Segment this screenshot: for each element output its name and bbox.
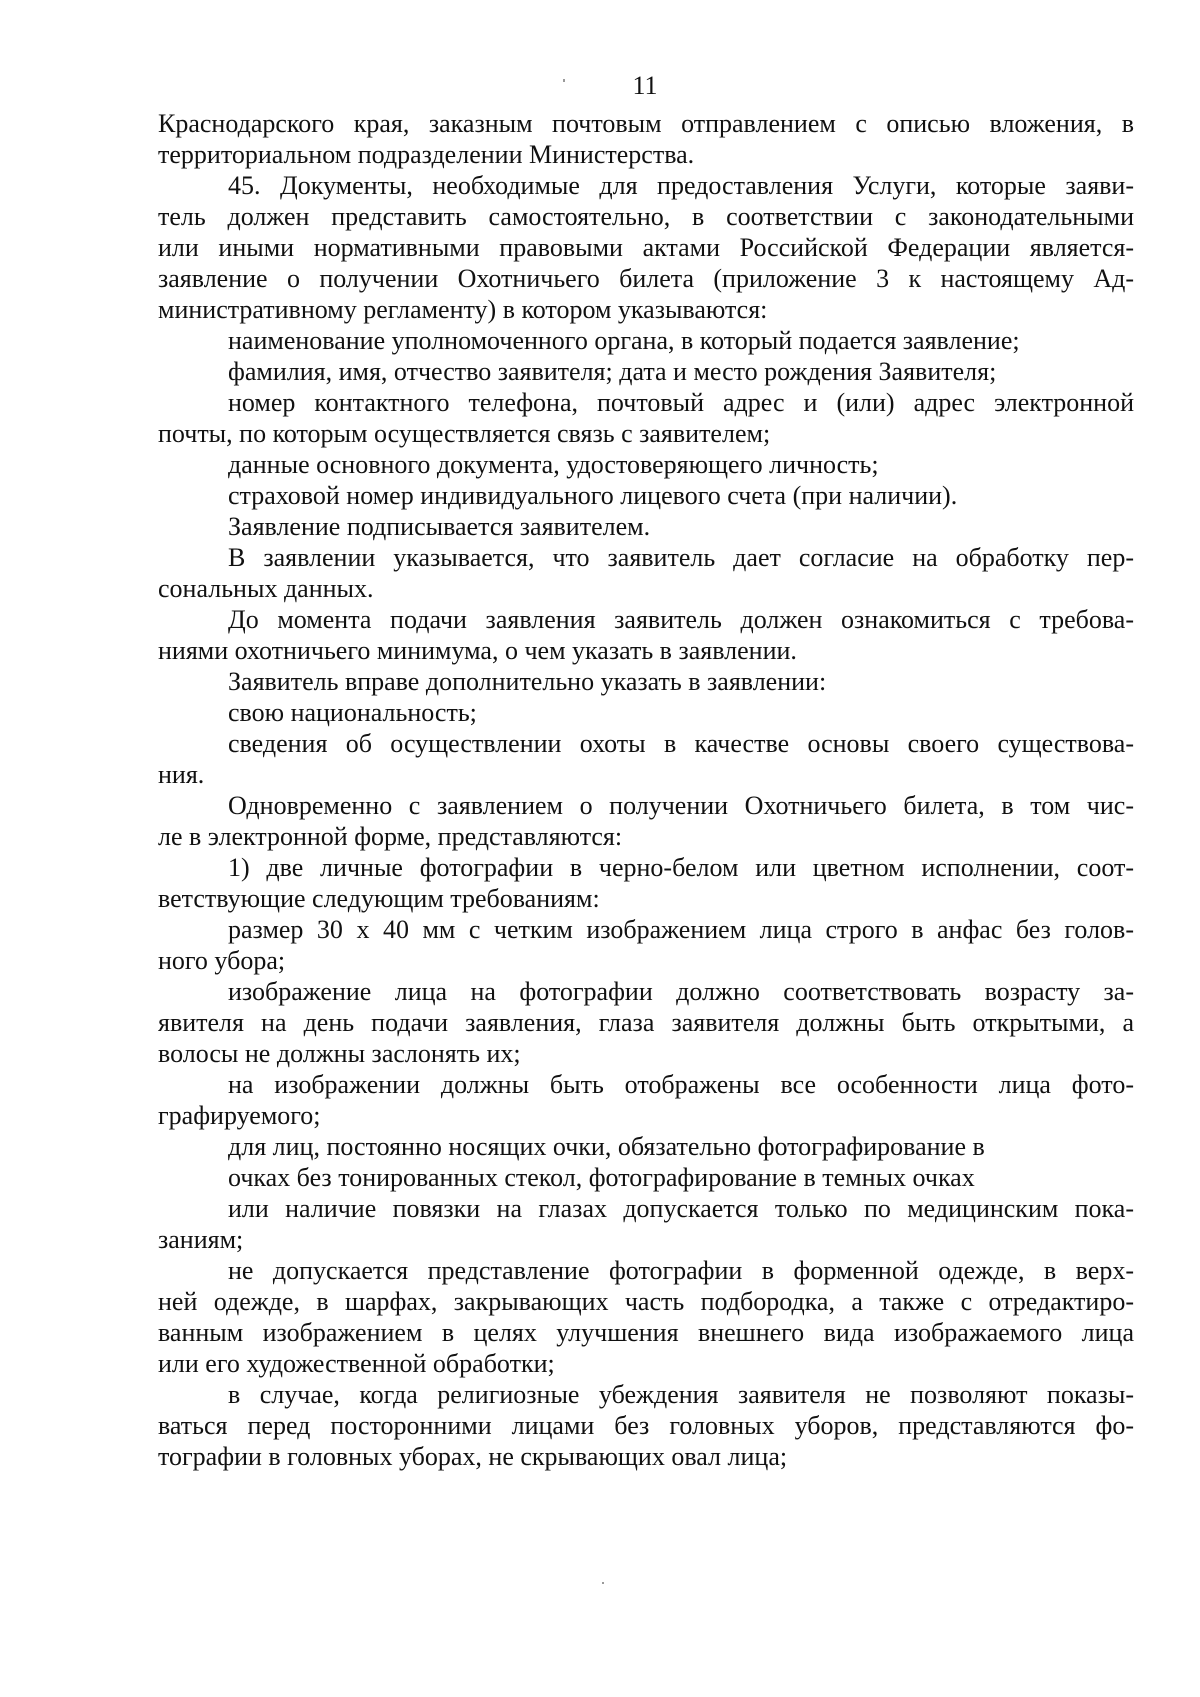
text-line: на изображении должны быть отображены все особенности лица фото- — [228, 1070, 1134, 1099]
text-line: почты, по которым осуществляется связь с заявителем; — [158, 419, 771, 448]
text-line: Заявление подписывается заявителем. — [228, 512, 651, 541]
text-line: очках без тонированных стекол, фотографирование в темных очках — [228, 1163, 975, 1192]
text-line: ванным изображением в целях улучшения внешнего вида изображаемого лица — [158, 1318, 1134, 1347]
page-number: 11 — [632, 71, 658, 100]
text-line: ваться перед посторонними лицами без головных уборов, представляются фо- — [158, 1411, 1134, 1440]
scan-speck — [602, 1582, 604, 1584]
text-line: или его художественной обработки; — [158, 1349, 555, 1378]
text-line: ветствующие следующим требованиям: — [158, 884, 600, 913]
text-line: Заявитель вправе дополнительно указать в заявлении: — [228, 667, 827, 696]
text-line: ле в электронной форме, представляются: — [158, 822, 623, 851]
text-line: сведения об осуществлении охоты в качестве основы своего существова- — [228, 729, 1134, 758]
text-line: свою национальность; — [228, 698, 477, 727]
text-line: ней одежде, в шарфах, закрывающих часть подбородка, а также с отредактиро- — [158, 1287, 1134, 1316]
text-line: Краснодарского края, заказным почтовым отправлением с описью вложения, в — [158, 109, 1134, 138]
text-line: заявление о получении Охотничьего билета (приложение 3 к настоящему Ад- — [158, 264, 1134, 293]
text-line: графируемого; — [158, 1101, 321, 1130]
text-line: ния. — [158, 760, 205, 789]
text-line: номер контактного телефона, почтовый адрес и (или) адрес электронной — [228, 388, 1134, 417]
text-line: заниям; — [158, 1225, 244, 1254]
text-line: В заявлении указывается, что заявитель дает согласие на обработку пер- — [228, 543, 1134, 572]
scan-speck — [563, 79, 565, 82]
text-line: не допускается представление фотографии в форменной одежде, в верх- — [228, 1256, 1134, 1285]
text-line: наименование уполномоченного органа, в который подается заявление; — [228, 326, 1020, 355]
text-line: фамилия, имя, отчество заявителя; дата и место рождения Заявителя; — [228, 357, 997, 386]
text-line: министративному регламенту) в котором указываются: — [158, 295, 768, 324]
body-text — [158, 108, 1134, 1472]
text-line: волосы не должны заслонять их; — [158, 1039, 521, 1068]
text-line: До момента подачи заявления заявитель должен ознакомиться с требова- — [228, 605, 1134, 634]
text-line: ниями охотничьего минимума, о чем указать в заявлении. — [158, 636, 797, 665]
text-line: сональных данных. — [158, 574, 374, 603]
text-line: 1) две личные фотографии в черно-белом или цветном исполнении, соот- — [228, 853, 1134, 882]
text-line: 45. Документы, необходимые для предоставления Услуги, которые заяви- — [228, 171, 1134, 200]
text-line: в случае, когда религиозные убеждения заявителя не позволяют показы- — [228, 1380, 1134, 1409]
text-line: данные основного документа, удостоверяющего личность; — [228, 450, 879, 479]
text-line: изображение лица на фотографии должно соответствовать возрасту за- — [228, 977, 1134, 1006]
text-line: явителя на день подачи заявления, глаза заявителя должны быть открытыми, а — [158, 1008, 1134, 1037]
text-line: для лиц, постоянно носящих очки, обязательно фотографирование в — [228, 1132, 985, 1161]
text-line: территориальном подразделении Министерства. — [158, 140, 695, 169]
text-line: тографии в головных уборах, не скрывающих овал лица; — [158, 1442, 788, 1471]
text-line: размер 30 х 40 мм с четким изображением лица строго в анфас без голов- — [228, 915, 1134, 944]
text-line: тель должен представить самостоятельно, в соответствии с законодательными — [158, 202, 1134, 231]
text-line: или иными нормативными правовыми актами Российской Федерации является- — [158, 233, 1134, 262]
text-line: или наличие повязки на глазах допускается только по медицинским пока- — [228, 1194, 1134, 1223]
text-line: страховой номер индивидуального лицевого счета (при наличии). — [228, 481, 958, 510]
text-line: ного убора; — [158, 946, 286, 975]
text-line: Одновременно с заявлением о получении Охотничьего билета, в том чис- — [228, 791, 1134, 820]
